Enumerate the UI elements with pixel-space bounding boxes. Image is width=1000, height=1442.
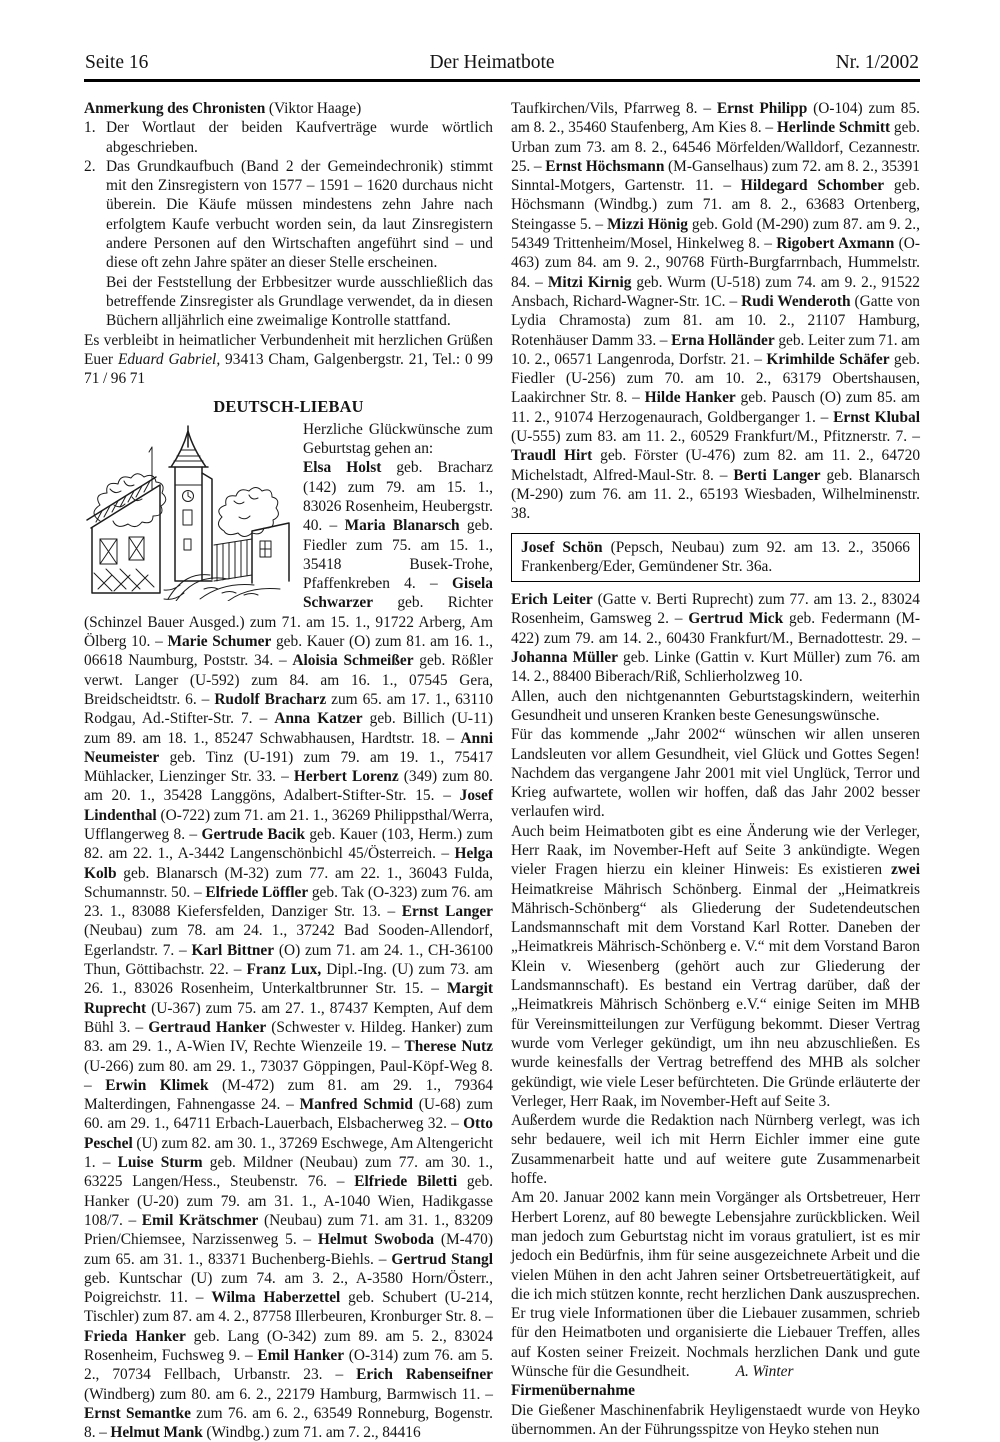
wishes-all-paragraph: Allen, auch den nichtgenannten Geburtstagskindern, weiterhin Gesundheit und unseren Kranken beste Genesungswünsche. — [511, 687, 920, 724]
chronist-item-2-note: Bei der Feststellung der Erbbesitzer wurde ausschließlich das betreffende Zinsregister als Grundlage verwendet, da in diesen Büchern alljährlich eine zweimalige Kontrolle stattfand. — [106, 273, 493, 330]
page-header — [84, 52, 920, 74]
firmenuebernahme-heading: Firmenübernahme — [511, 1382, 635, 1400]
signature: A. Winter — [735, 1363, 794, 1380]
header-rule — [84, 79, 920, 82]
liebau-section — [84, 420, 493, 1442]
chronist-closing: Es verbleibt in heimatlicher Verbundenheit mit herzlichen Grüßen Euer Eduard Gabriel, 93413 Cham, Galgenbergstr. 21, Tel.: 0 99 71 / 96 71 — [84, 331, 493, 388]
liebau-section-heading: DEUTSCH-LIEBAU — [213, 397, 364, 417]
redaktion-note-paragraph: Außerdem wurde die Redaktion nach Nürnberg verlegt, was ich sehr bedauere, weil ich mit Herrn Eichler immer eine gute Zusammenarbeit hatte und auf weitere gute Zusammenarbeit hoffe. — [511, 1112, 920, 1188]
lorenz-tribute-text: Am 20. Januar 2002 kann mein Vorgänger als Ortsbetreuer, Herr Herbert Lorenz, auf 80 bewegte Lebensjahre zurückblicken. Weil man jedoch zum Geburtstag nicht im voraus gratuliert, ist es mir jedoch ein Bedürfnis, ihm für seine ausgezeichnete Arbeit und die vielen Mühen in den acht Jahren seiner Ortsbetreuertätigkeit, auf die ich mich stützen konnte, recht herzlichen Dank auszusprechen. Er trug viele Informationen über die Liebauer zusammen, schrieb für den Heimatboten und organisierte die Liebauer Treffen, alles auf Kosten seiner Freizeit. Nochmals herzlichen Dank und gute Wünsche für die Gesundheit. — [511, 1189, 920, 1380]
chronist-item-1 — [84, 118, 493, 157]
list-number-2: 2. — [84, 157, 96, 175]
chronist-item-2-text: Das Grundkaufbuch (Band 2 der Gemeindechronik) stimmt mit den Zinsregistern von 1577 – 1591 – 1620 durchaus nicht überein. Die Käufe müssen mindestens zehn Jahre nach erfolgtem Kaufe verbucht worden sein, da laut Zinsregistern andere Personen auf den Wirtschaften angeführt sind – und diese oft zehn Jahre später an dieser Stelle erscheinen. — [106, 157, 493, 272]
issue-number: Nr. 1/2002 — [835, 52, 919, 73]
josef-schoen-box — [511, 533, 920, 583]
left-column — [84, 99, 493, 1442]
chronist-item-1-text: Der Wortlaut der beiden Kaufverträge wurde wörtlich abgeschrieben. — [106, 119, 493, 156]
right-column — [511, 99, 920, 1442]
two-column-body — [84, 99, 920, 1442]
birthday-list-february: Erich Leiter (Gatte v. Berti Ruprecht) zum 77. am 13. 2., 83024 Rosenheim, Gamsweg 2. – Gertrud Mick geb. Federmann (M-422) zum 79. am 14. 2., 60430 Frankfurt/M., Bernadottestr. 29. – Johanna Müller geb. Linke (Gattin v. Kurt Müller) zum 76. am 14. 2., 88400 Biberach/Riß, Schlierholzweg 10. — [511, 591, 921, 686]
boxed-birthday-entry: Josef Schön (Pepsch, Neubau) zum 92. am 13. 2., 35066 Frankenberg/Eder, Gemündener Str. 36a. — [521, 538, 910, 575]
verleger-note-paragraph: Auch beim Heimatboten gibt es eine Änderung wie der Verleger, Herr Raak, im November-Heft auf Seite 3 ankündigte. Wegen vieler Fragen hierzu ein kleiner Hinweis: Es existieren zwei Heimatkreise Mährisch Schönberg. Einmal der „Heimatkreis Mährisch-Schönberg“ als Gliederung der Sudetendeutschen Landsmannschaft mit dem Vorstand Karl Rotter. Daneben der „Heimatkreis Mährisch-Schönberg e. V.“ mit dem Vorstand Baron Klein v. Wiesenberg (gehört auch zur Gliederung der Landsmannschaft). Es bestand ein Vertrag darüber, daß der „Heimatkreis Mährisch Schönberg e.V.“ einige Seiten im MHB für Vereinsmitteilungen zur Verfügung bekommt. Dieser Vertrag wurde vom Verleger gekündigt, um ihn neu abzuschließen. Es wurde keinesfalls der Vertrag betreffend des MHB als solcher gekündigt, wie viele Leser befürchteten. Die Gründe erläuterte der Verleger, Herr Raak, im November-Heft auf Seite 3. — [511, 822, 920, 1110]
firmenuebernahme-text: Die Gießener Maschinenfabrik Heyligenstaedt wurde von Heyko übernommen. An der Führungsspitze von Heyko stehen nun — [511, 1401, 920, 1438]
liebau-birthday-list: Elsa Holst geb. Bracharz (142) zum 79. am 15. 1., 83026 Rosenheim, Heubergstr. 40. – Maria Blanarsch geb. Fiedler zum 75. am 15. 1., 35418 Busek-Trohe, Pfaffenkreben 4. – Gisela Schwarzer geb. Richter (Schinzel Bauer Ausged.) zum 71. am 15. 1., 91722 Arberg, Am Ölberg 10. – Marie Schumer geb. Kauer (O) zum 81. am 16. 1., 06618 Naumburg, Poststr. 34. – Aloisia Schmeißer geb. Rößler verwt. Langer (U-592) zum 84. am 16. 1., 07545 Gera, Breidscheidtstr. 6. – Rudolf Bracharz zum 65. am 17. 1., 63110 Rodgau, Ad.-Stifter-Str. 7. – Anna Katzer geb. Billich (U-11) zum 89. am 18. 1., 85247 Schwabhausen, Hardtstr. 18. – Anni Neumeister geb. Tinz (U-191) zum 79. am 19. 1., 75417 Mühlacker, Lienzinger Str. 33. – Herbert Lorenz (349) zum 80. am 20. 1., 35428 Langgöns, Adalbert-Stifter-Str. 15. – Josef Lindenthal (O-722) zum 71. am 21. 1., 36269 Philippsthal/Werra, Ufflangerweg 8. – Gertrude Bacik geb. Kauer (103, Herm.) zum 82. am 22. 1., A-3442 Langenschönbichl 45/Österreich. – Helga Kolb geb. Blanarsch (M-32) zum 77. am 22. 1., 36043 Fulda, Schumannstr. 50. – Elfriede Löffler geb. Tak (O-323) zum 76. am 23. 1., 83088 Kiefersfelden, Danziger Str. 13. – Ernst Langer (Neubau) zum 78. am 24. 1., 37242 Bad Sooden-Allendorf, Egerlandstr. 7. – Karl Bittner (O) zum 71. am 24. 1., CH-36100 Thun, Göttibachstr. 22. – Franz Lux, Dipl.-Ing. (U) zum 73. am 26. 1., 83026 Rosenheim, Unterkaltbrunner Str. 15. – Margit Ruprecht (U-367) zum 75. am 27. 1., 87437 Kempten, Auf dem Bühl 3. – Gertraud Hanker (Schwester v. Hildeg. Hanker) zum 83. am 29. 1., A-Wien IV, Rechte Wienzeile 19. – Therese Nutz (U-266) zum 80. am 29. 1., 73037 Göppingen, Paul-Köpf-Weg 8. – Erwin Klimek (M-472) zum 81. am 29. 1., 79364 Malterdingen, Fahnengasse 24. – Manfred Schmid (U-68) zum 60. am 29. 1., 64711 Erbach-Lauerbach, Elsbacherweg 32. – Otto Peschel (U) zum 82. am 30. 1., 37269 Eschwege, Am Altengericht 1. – Luise Sturm geb. Mildner (Neubau) zum 77. am 30. 1., 63225 Langen/Hess., Steubenstr. 76. – Elfriede Biletti geb. Hanker (U-20) zum 79. am 31. 1., A-1040 Wien, Hadikgasse 108/7. – Emil Krätschmer (Neubau) zum 71. am 31. 1., 83209 Prien/Chiemsee, Narzissenweg 5. – Helmut Swoboda (M-470) zum 65. am 31. 1., 83371 Buchenberg-Biehls. – Gertrud Stangl geb. Kuntschar (U) zum 74. am 3. 2., A-3580 Horn/Österr., Poigreichstr. 11. – Wilma Haberzettel geb. Schubert (U-214, Tischler) zum 87. am 4. 2., 87758 Illerbeuren, Kronburger Str. 8. – Frieda Hanker geb. Lang (O-342) zum 89. am 5. 2., 83024 Rosenheim, Fuchsweg 9. – Emil Hanker (O-314) zum 76. am 5. 2., 70734 Fellbach, Urbanstr. 23. – Erich Rabenseifner (Windberg) zum 80. am 6. 2., 22179 Hamburg, Barmwisch 11. – Ernst Semantke zum 76. am 6. 2., 63549 Ronneburg, Bogenstr. 8. – Helmut Mank (Windbg.) zum 71. am 7. 2., 84416 — [84, 459, 494, 1442]
chronist-heading: Anmerkung des Chronisten (Viktor Haage) — [84, 100, 362, 117]
newspaper-title: Der Heimatbote — [429, 52, 555, 73]
chronist-item-2 — [84, 157, 493, 273]
birthday-list-continued: Taufkirchen/Vils, Pfarrweg 8. – Ernst Philipp (O-104) zum 85. am 8. 2., 35460 Staufenberg, Am Kies 8. – Herlinde Schmitt geb. Urban zum 73. am 8. 2., 64546 Mörfelden/Walldorf, Cezannestr. 25. – Ernst Höchsmann (M-Ganselhaus) zum 72. am 8. 2., 35391 Sinntal-Motgers, Gartenstr. 11. – Hildegard Schomber geb. Höchsmann (Windbg.) zum 71. am 8. 2., 63683 Ortenberg, Steingasse 5. – Mizzi Hönig geb. Gold (M-290) zum 87. am 9. 2., 54349 Trittenheim/Mosel, Hinkelweg 8. – Rigobert Axmann (O-463) zum 84. am 9. 2., 90768 Fürth-Burgfarrnbach, Hummelstr. 84. – Mitzi Kirnig geb. Wurm (U-518) zum 74. am 9. 2., 91522 Ansbach, Richard-Wagner-Str. 1C. – Rudi Wenderoth (Gatte von Lydia Chramosta) zum 81. am 10. 2., 21107 Hamburg, Rotenhäuser Damm 33. – Erna Holländer geb. Leiter zum 71. am 10. 2., 06571 Langenroda, Dorfstr. 21. – Krimhilde Schäfer geb. Fiedler (U-256) zum 70. am 10. 2., 63179 Obertshausen, Laakirchner Str. 8. – Hilde Hanker geb. Pausch (O) zum 85. am 11. 2., 91074 Herzogenaurach, Goldberganger 1. – Ernst Klubal (U-555) zum 83. am 11. 2., 60529 Frankfurt/M., Pfitznerstr. 7. – Traudl Hirt geb. Förster (U-476) zum 82. am 11. 2., 64720 Michelstadt, Alfred-Maul-Str. 8. – Berti Langer geb. Blanarsch (M-290) zum 76. am 11. 2., 65193 Wiesbaden, Wilhelminenstr. 38. — [511, 100, 921, 523]
liebau-intro: Herzliche Glückwünsche zum Geburtstag gehen an: — [303, 420, 493, 458]
newspaper-page — [84, 0, 920, 1442]
page-number: Seite 16 — [85, 52, 149, 73]
church-street-illustration — [84, 423, 294, 601]
wishes-2002-paragraph: Für das kommende „Jahr 2002“ wünschen wir allen unseren Landsleuten vor allem Gesundheit, viel Glück und Gottes Segen! Nachdem das vergangene Jahr 2001 mit viel Unglück, Terror und Krieg aufwartete, wollen wir hoffen, daß das Jahr 2002 besser verlaufen wird. — [511, 726, 920, 821]
lorenz-tribute-paragraph — [511, 1188, 920, 1381]
list-number-1: 1. — [84, 119, 96, 137]
